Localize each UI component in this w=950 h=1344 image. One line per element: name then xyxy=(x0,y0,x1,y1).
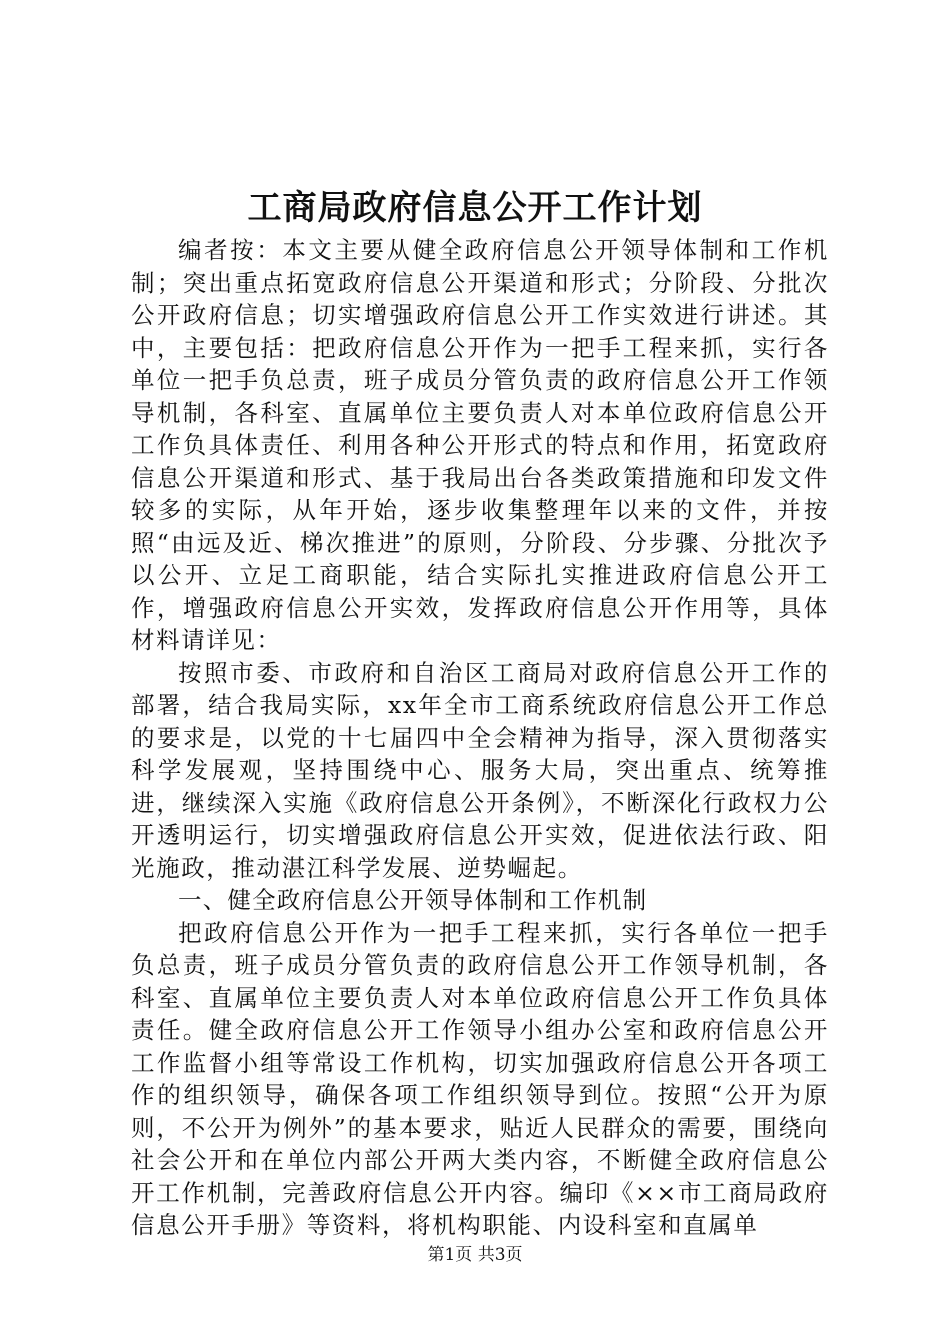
editor-note-paragraph: 编者按：本文主要从健全政府信息公开领导体制和工作机制；突出重点拓宽政府信息公开渠道和形式；分阶段、分批次公开政府信息；切实增强政府信息公开工作实效进行讲述。其中，主要包括：把政府信息公开作为一把手工程来抓，实行各单位一把手负总责，班子成员分管负责的政府信息公开工作领导机制，各科室、直属单位主要负责人对本单位政府信息公开工作负具体责任、利用各种公开形式的特点和作用，拓宽政府信息公开渠道和形式、基于我局出台各类政策措施和印发文件较多的实际，从年开始，逐步收集整理年以来的文件，并按照“由远及近、梯次推进”的原则，分阶段、分步骤、分批次予以公开、立足工商职能，结合实际扎实推进政府信息公开工作，增强政府信息公开实效，发挥政府信息公开作用等，具体材料请详见： xyxy=(131,236,829,654)
page-footer: 第1页 共3页 xyxy=(427,1245,523,1265)
document-title: 工商局政府信息公开工作计划 xyxy=(247,188,703,228)
body-paragraph: 把政府信息公开作为一把手工程来抓，实行各单位一把手负总责，班子成员分管负责的政府信息公开工作领导机制，各科室、直属单位主要负责人对本单位政府信息公开工作负具体责任。健全政府信息公开工作领导小组办公室和政府信息公开工作监督小组等常设工作机构，切实加强政府信息公开各项工作的组织领导，确保各项工作组织领导到位。按照“公开为原则，不公开为例外”的基本要求，贴近人民群众的需要，围绕向社会公开和在单位内部公开两大类内容，不断健全政府信息公开工作机制，完善政府信息公开内容。编印《××市工商局政府信息公开手册》等资料，将机构职能、内设科室和直属单 xyxy=(131,918,829,1239)
body-paragraph: 按照市委、市政府和自治区工商局对政府信息公开工作的部署，结合我局实际，xx年全市工商系统政府信息公开工作总的要求是，以党的十七届四中全会精神为指导，深入贯彻落实科学发展观，坚持围绕中心、服务大局，突出重点、统筹推进，继续深入实施《政府信息公开条例》，不断深化行政权力公开透明运行，切实增强政府信息公开实效，促进依法行政、阳光施政，推动湛江科学发展、逆势崛起。 xyxy=(131,658,829,882)
section-heading: 一、健全政府信息公开领导体制和工作机制 xyxy=(178,886,648,914)
document-body xyxy=(131,234,829,1242)
